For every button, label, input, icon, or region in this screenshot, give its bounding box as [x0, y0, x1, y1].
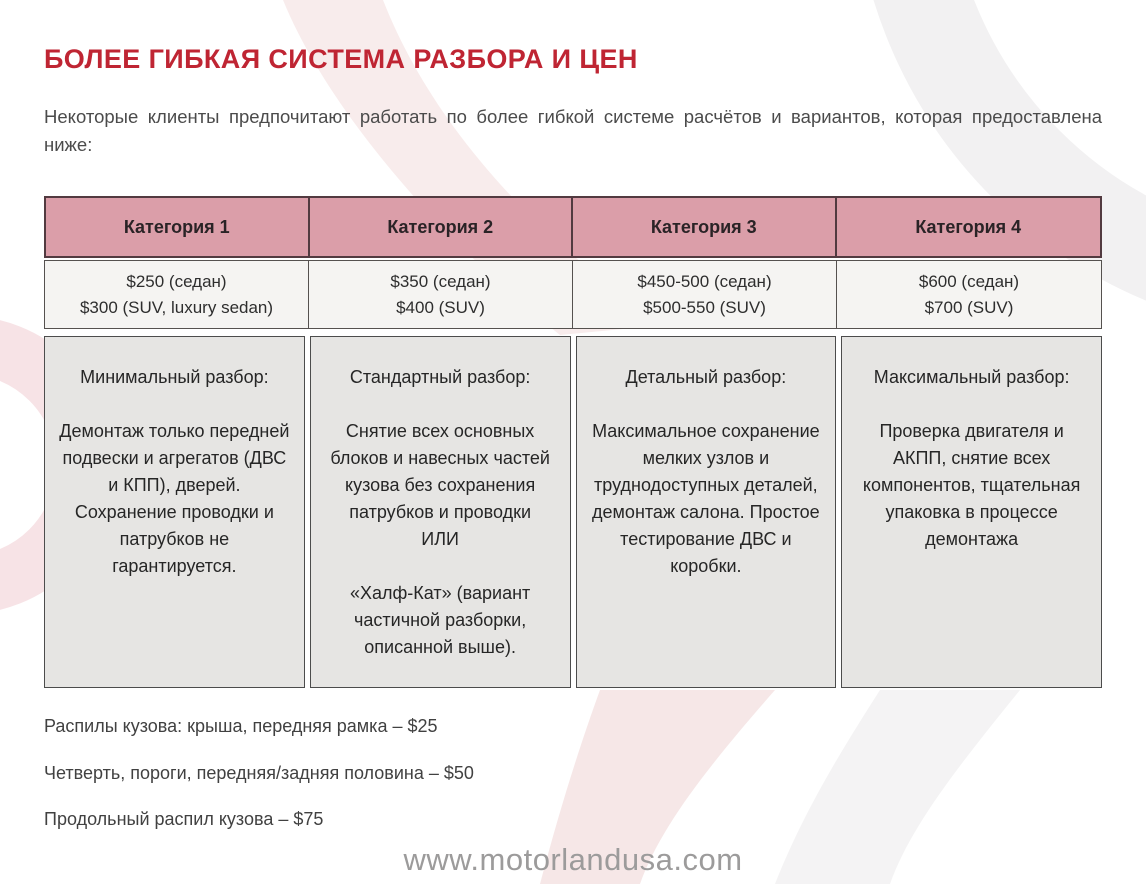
- price-sedan: $350 (седан): [390, 272, 491, 291]
- description-cell-category-3: [576, 336, 837, 688]
- header-cell-category-4: Категория 4: [915, 216, 1022, 237]
- description-title: Детальный разбор:: [625, 367, 787, 387]
- price-cell-category-2: [309, 261, 573, 328]
- header-cell-category-1: Категория 1: [46, 198, 310, 256]
- description-body: Максимальное сохранение мелких узлов и труднодоступных деталей, демонтаж салона. Простое тестирование ДВС и коробки.: [592, 421, 820, 576]
- price-suv: $700 (SUV): [924, 297, 1014, 317]
- note-quarter-cuts: Четверть, пороги, передняя/задняя половина – $50: [44, 762, 474, 783]
- price-sedan: $450-500 (седан): [637, 272, 772, 291]
- price-suv: $500-550 (SUV): [643, 297, 766, 317]
- website-watermark: www.motorlandusa.com: [403, 842, 743, 877]
- price-sedan: $250 (седан): [126, 272, 227, 291]
- description-or-label: ИЛИ: [421, 529, 459, 549]
- description-body: Демонтаж только передней подвески и агрегатов (ДВС и КПП), дверей. Сохранение проводки и патрубков не гарантируется.: [59, 421, 290, 576]
- price-sedan: $600 (седан): [918, 272, 1020, 291]
- price-notes: [44, 716, 474, 856]
- note-body-cuts: Распилы кузова: крыша, передняя рамка – $25: [44, 716, 438, 736]
- intro-text: Некоторые клиенты предпочитают работать по более гибкой системе расчётов и вариантов, которая предоставлена ниже:: [44, 106, 1102, 155]
- note-longitudinal-cut: Продольный распил кузова – $75: [44, 809, 324, 830]
- price-cell-category-1: [45, 261, 309, 328]
- table-description-row: [44, 336, 1102, 688]
- description-body: «Халф-Кат» (вариант частичной разборки, описанной выше).: [349, 583, 531, 657]
- description-title: Минимальный разбор:: [80, 367, 269, 387]
- page-title: БОЛЕЕ ГИБКАЯ СИСТЕМА РАЗБОРА И ЦЕН: [44, 44, 638, 74]
- price-cell-category-4: [837, 261, 1101, 328]
- description-body: Проверка двигателя и АКПП, снятие всех компонентов, тщательная упаковка в процессе демонтажа: [862, 421, 1081, 549]
- description-cell-category-1: [44, 336, 305, 688]
- price-suv: $400 (SUV): [396, 297, 485, 317]
- header-cell-category-3: Категория 3: [573, 198, 837, 256]
- description-title: Стандартный разбор:: [349, 367, 531, 387]
- price-cell-category-3: [573, 261, 837, 328]
- table-header-row: [44, 196, 1102, 258]
- table-price-row: [44, 260, 1102, 329]
- description-cell-category-4: [841, 336, 1102, 688]
- price-suv: $300 (SUV, luxury sedan): [79, 297, 274, 317]
- description-body: Снятие всех основных блоков и навесных частей кузова без сохранения патрубков и проводки: [330, 421, 550, 522]
- pricing-table: [44, 196, 1102, 688]
- description-title: Максимальный разбор:: [873, 367, 1070, 387]
- description-cell-category-2: [310, 336, 571, 688]
- header-cell-category-2: Категория 2: [310, 198, 574, 256]
